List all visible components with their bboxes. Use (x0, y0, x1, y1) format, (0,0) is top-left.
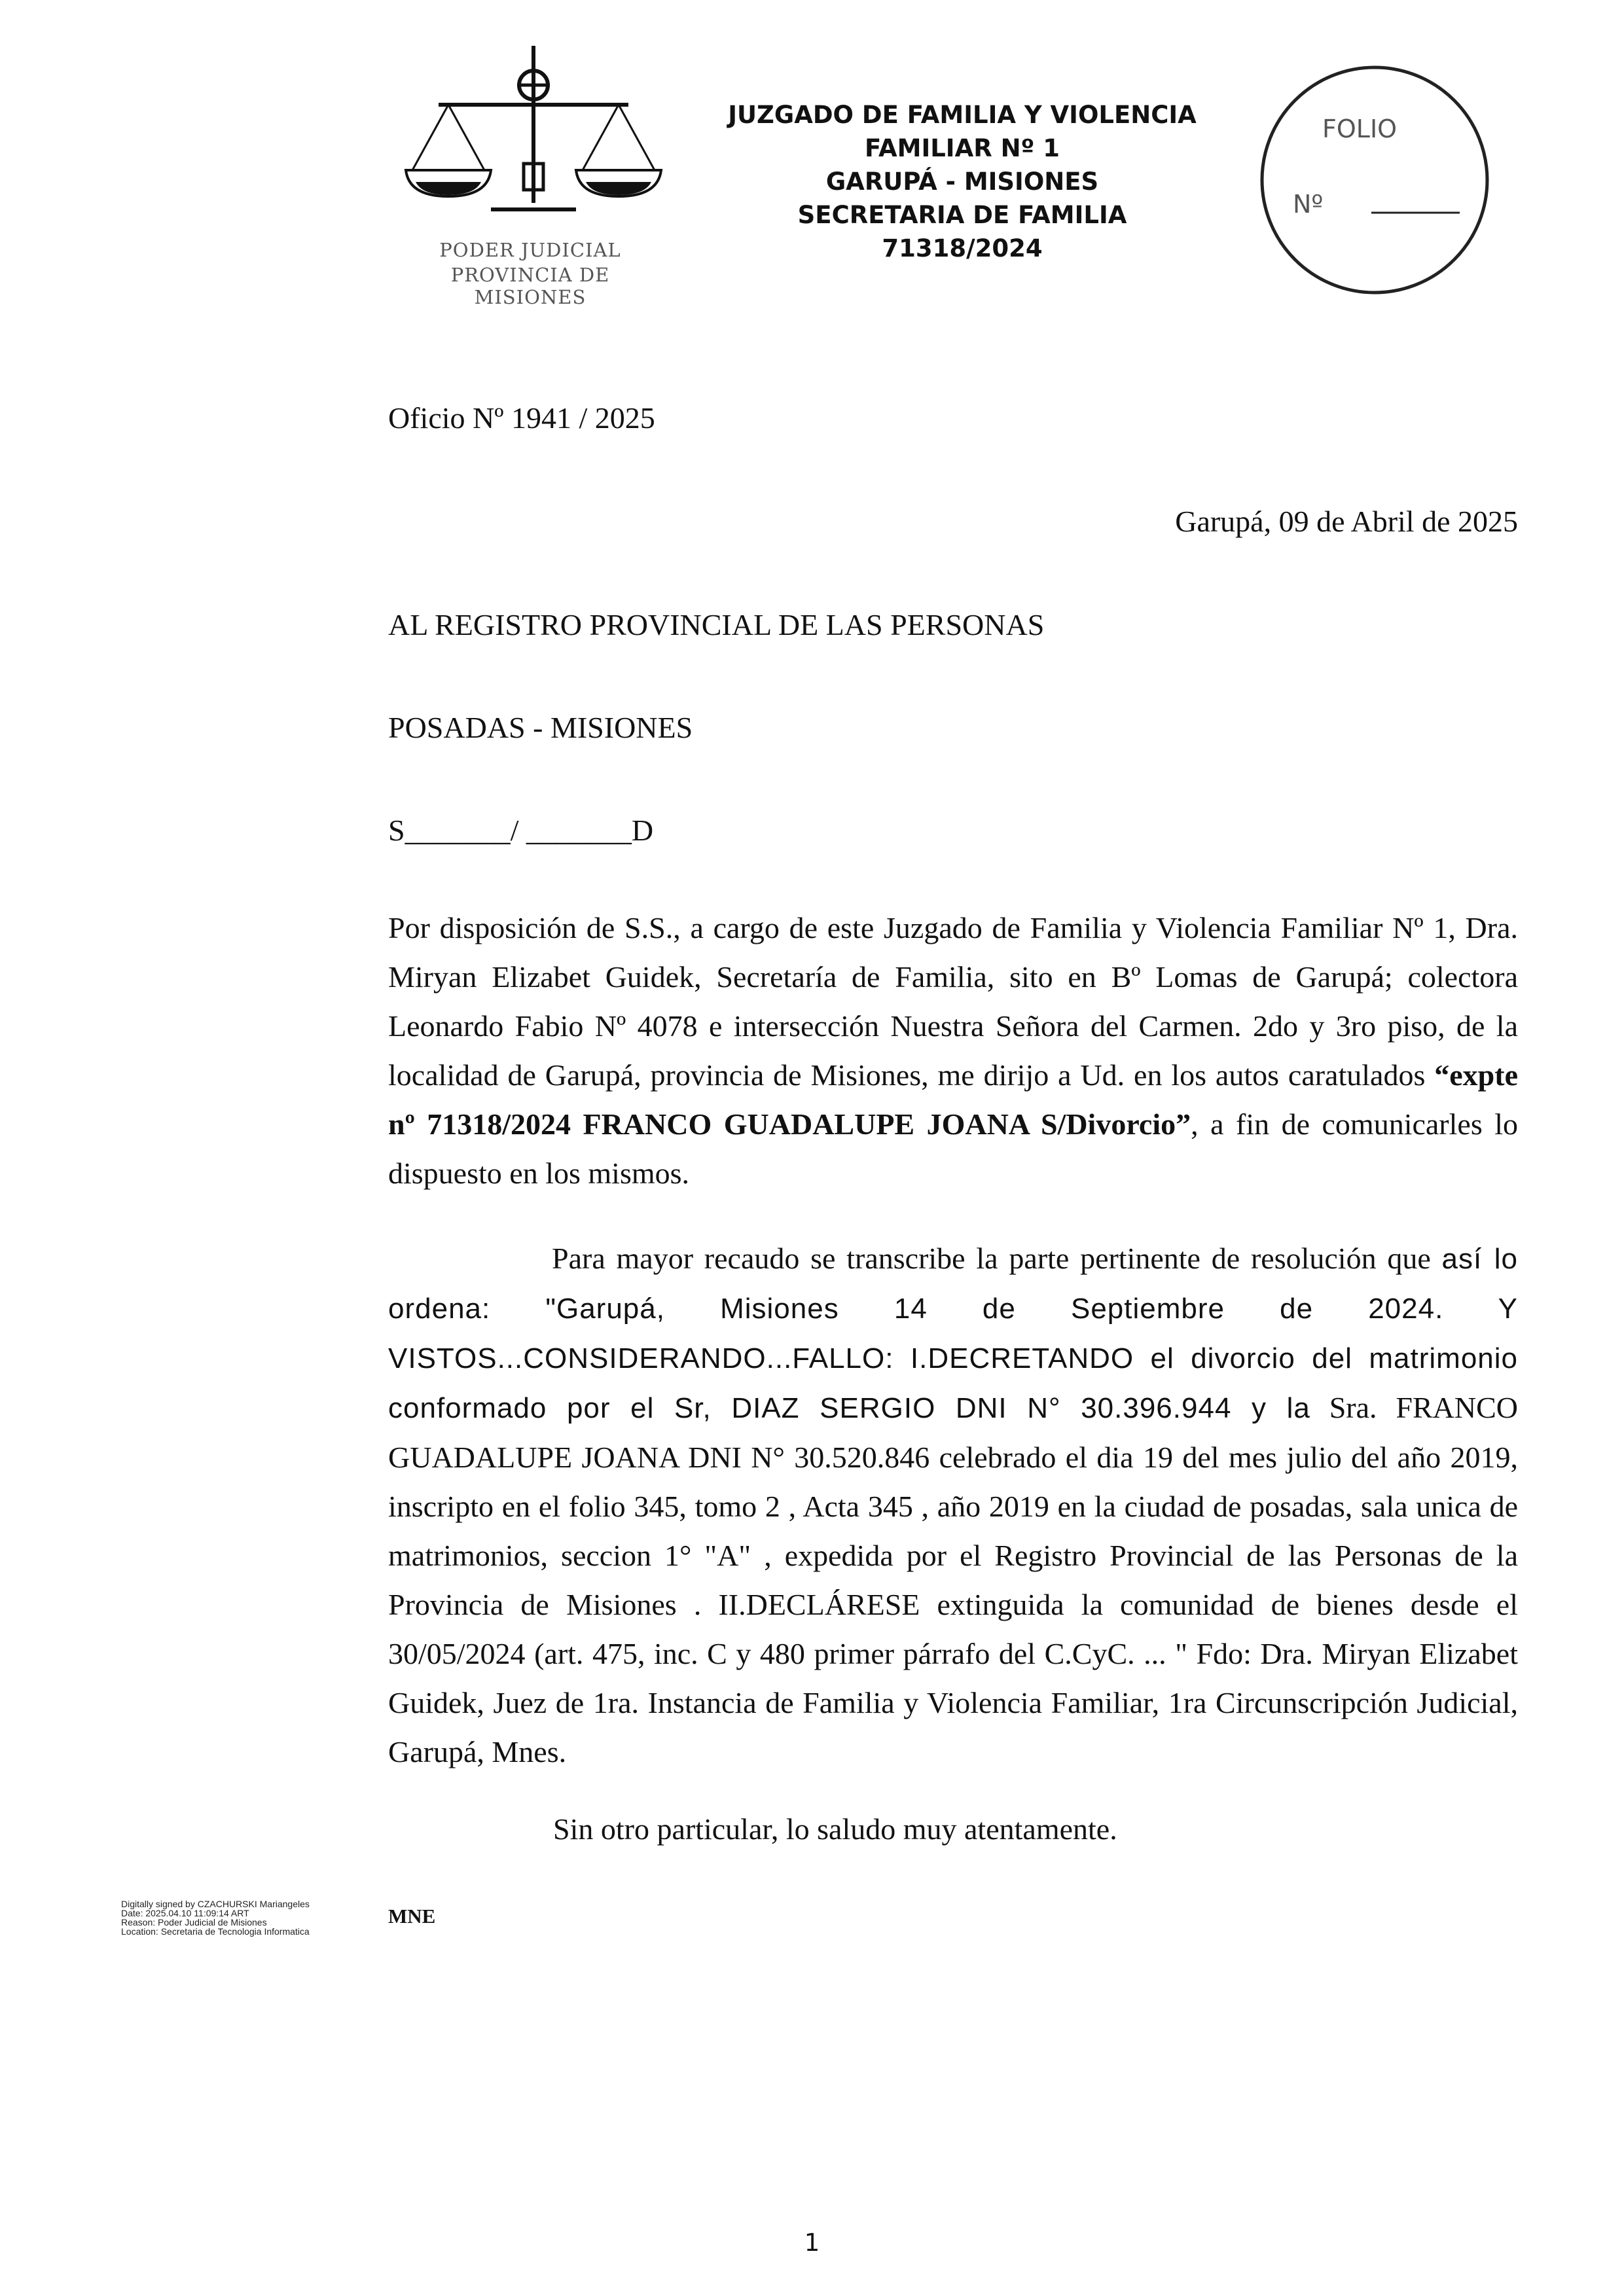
paragraph-2-text-a: Para mayor recaudo se transcribe la parte pertinente de resolución que (552, 1242, 1442, 1275)
paragraph-1-text-a: Por disposición de S.S., a cargo de este Juzgado de Familia y Violencia Familiar Nº 1, Dra. Miryan Elizabet Guidek, Secretaría de Familia, sito en Bº Lomas de Garupá; colectora Leonardo Fabio Nº 4078 e intersección Nuestra Señora del Carmen. 2do y 3ro piso, de la localidad de Garupá, provincia de Misiones, me dirijo a Ud. en los autos caratulados (388, 911, 1518, 1092)
court-header-line-4: SECRETARIA DE FAMILIA (797, 201, 1127, 229)
signature-line-1: Digitally signed by CZACHURSKI Mariangeles (121, 1899, 310, 1909)
paragraph-2-text-b: Sra. FRANCO GUADALUPE JOANA DNI N° 30.520.846 celebrado el dia 19 del mes julio del año 2019, inscripto en el folio 345, tomo 2 , Acta 345 , año 2019 en la ciudad de posadas, sala unica de matrimonios, seccion 1° "A" , expedida por el Registro Provincial de las Personas de la Provincia de Misiones . II.DECLÁRESE extinguida la comunidad de bienes desde el 30/05/2024 (art. 475, inc. C y 480 primer párrafo del C.CyC. ... " Fdo: Dra. Miryan Elizabet Guidek, Juez de 1ra. Instancia de Familia y Violencia Familiar, 1ra Circunscripción Judicial, Garupá, Mnes. (388, 1391, 1518, 1768)
court-header-line-3: GARUPÁ - MISIONES (825, 168, 1099, 196)
signature-line-2: Date: 2025.04.10 11:09:14 ART (121, 1908, 249, 1918)
folio-number-label: Nº (1293, 190, 1324, 219)
court-header (674, 98, 1250, 265)
oficio-number: Oficio Nº 1941 / 2025 (388, 401, 655, 435)
court-header-line-5: 71318/2024 (882, 234, 1043, 262)
paragraph-1 (388, 903, 1518, 1198)
salutation: S_______/ _______D (388, 814, 654, 847)
signature-line-3: Reason: Poder Judicial de Misiones (121, 1917, 267, 1928)
case-caption: “expte nº 71318/2024 FRANCO GUADALUPE JOANA S/Divorcio” (388, 1058, 1518, 1141)
court-header-line-1: JUZGADO DE FAMILIA Y VIOLENCIA (728, 101, 1197, 129)
folio-stamp (1250, 59, 1499, 301)
digital-signature (121, 1899, 331, 1936)
recipient-line-1: AL REGISTRO PROVINCIAL DE LAS PERSONAS (388, 608, 1045, 641)
logo-line-2: PROVINCIA DE MISIONES (450, 264, 610, 308)
paragraph-1-text-b: , a fin de comunicarles lo dispuesto en los mismos. (388, 1107, 1518, 1190)
initials: MNE (388, 1905, 436, 1928)
recipient-line-2: POSADAS - MISIONES (388, 711, 693, 744)
closing: Sin otro particular, lo saludo muy atentamente. (553, 1812, 1117, 1846)
court-logo (399, 39, 681, 308)
paragraph-2-quote: así lo ordena: "Garupá, Misiones 14 de Septiembre de 2024. Y VISTOS...CONSIDERANDO...FALLO: I.DECRETANDO el divorcio del matrimonio conformado por el Sr, DIAZ SERGIO DNI N° 30.396.944 y la (388, 1243, 1518, 1424)
signature-line-4: Location: Secretaria de Tecnologia Informatica (121, 1926, 310, 1937)
paragraph-2 (388, 1234, 1518, 1776)
logo-line-1: PODER JUDICIAL (439, 239, 621, 261)
page-number: 1 (804, 2229, 820, 2257)
scales-of-justice-icon (399, 39, 681, 236)
court-header-line-2: FAMILIAR Nº 1 (864, 134, 1060, 162)
document-date: Garupá, 09 de Abril de 2025 (1175, 505, 1518, 538)
folio-label: FOLIO (1322, 115, 1398, 143)
